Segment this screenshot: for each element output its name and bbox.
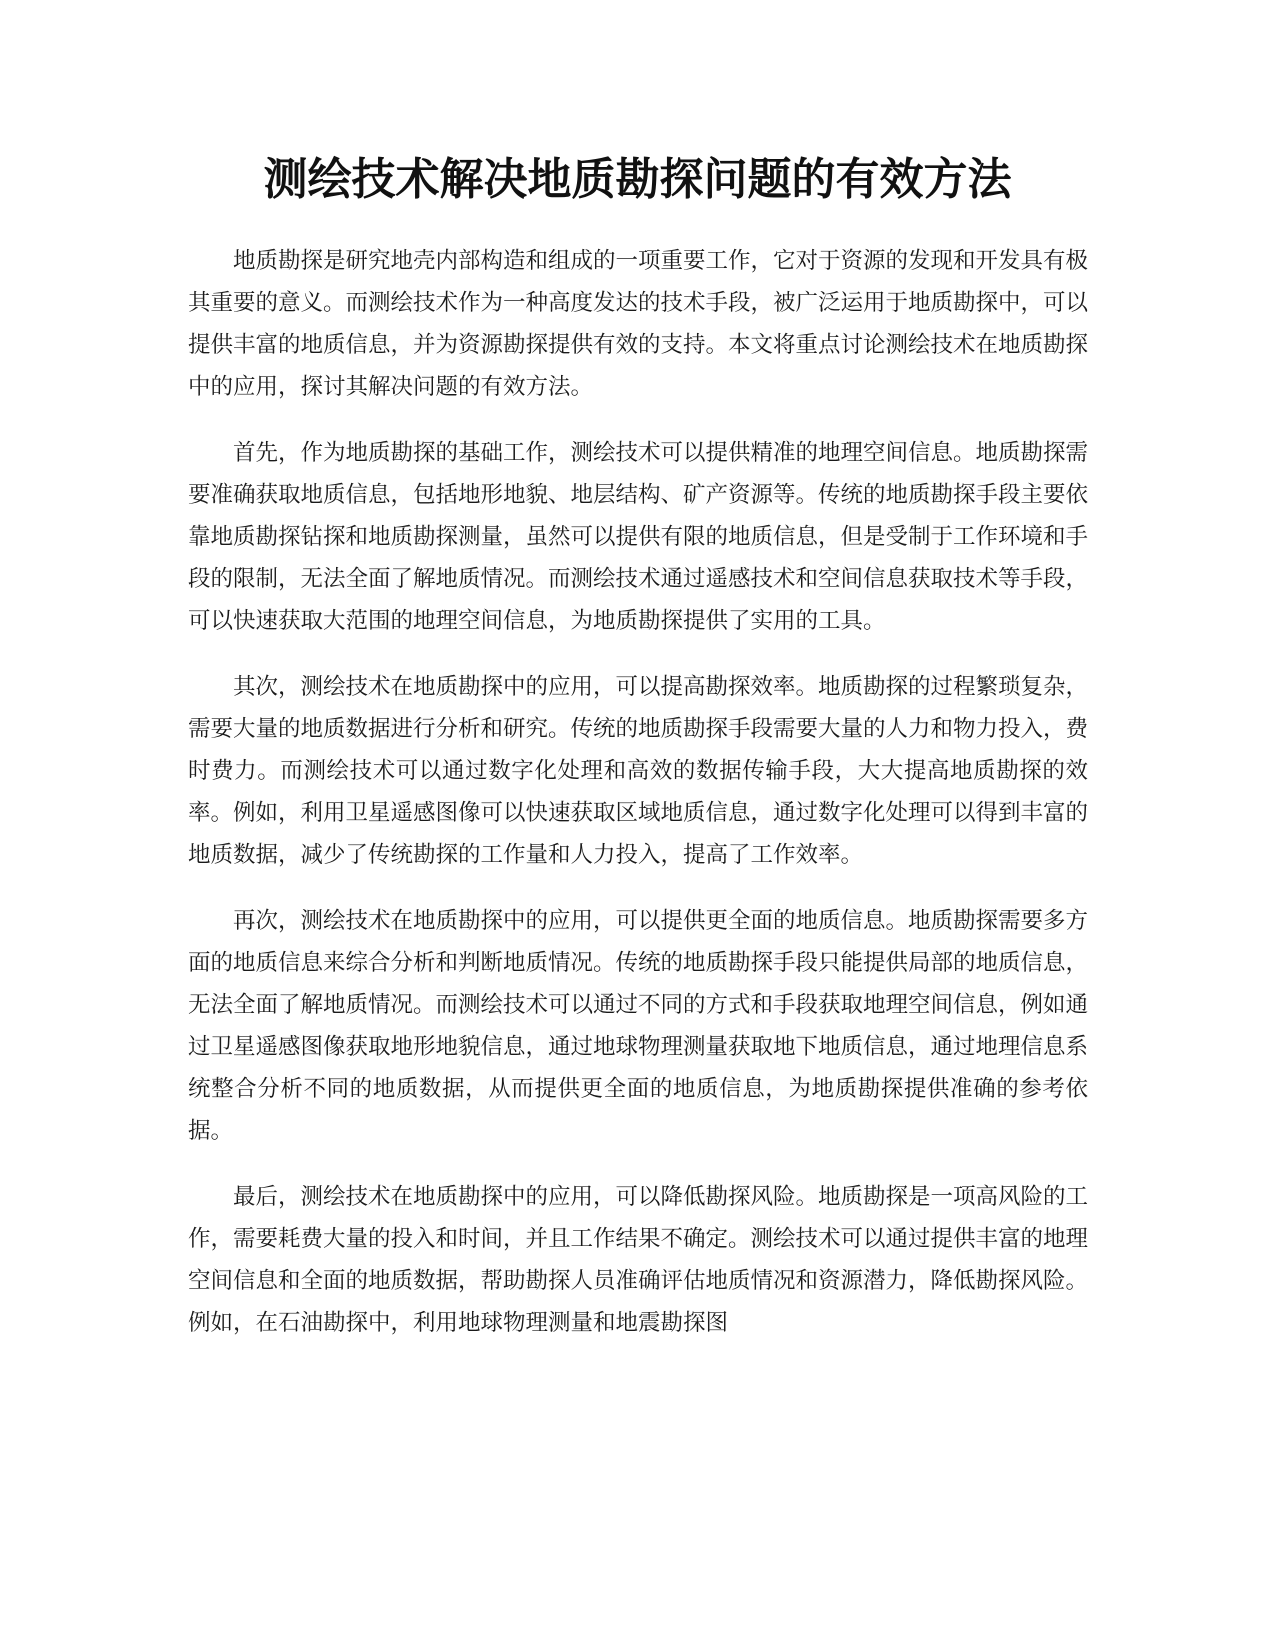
paragraph-5: 最后，测绘技术在地质勘探中的应用，可以降低勘探风险。地质勘探是一项高风险的工作，需要耗费大量的投入和时间，并且工作结果不确定。测绘技术可以通过提供丰富的地理空间信息和全面的地质数据，帮助勘探人员准确评估地质情况和资源潜力，降低勘探风险。例如，在石油勘探中，利用地球物理测量和地震勘探图 <box>188 1184 1089 1336</box>
document-body <box>188 240 1088 1368</box>
document-title: 测绘技术解决地质勘探问题的有效方法 <box>263 154 1012 205</box>
paragraph-4: 再次，测绘技术在地质勘探中的应用，可以提供更全面的地质信息。地质勘探需要多方面的地质信息来综合分析和判断地质情况。传统的地质勘探手段只能提供局部的地质信息，无法全面了解地质情况。而测绘技术可以通过不同的方式和手段获取地理空间信息，例如通过卫星遥感图像获取地形地貌信息，通过地球物理测量获取地下地质信息，通过地理信息系统整合分析不同的地质数据，从而提供更全面的地质信息，为地质勘探提供准确的参考依据。 <box>188 908 1089 1144</box>
paragraph-3: 其次，测绘技术在地质勘探中的应用，可以提高勘探效率。地质勘探的过程繁琐复杂，需要大量的地质数据进行分析和研究。传统的地质勘探手段需要大量的人力和物力投入，费时费力。而测绘技术可以通过数字化处理和高效的数据传输手段，大大提高地质勘探的效率。例如，利用卫星遥感图像可以快速获取区域地质信息，通过数字化处理可以得到丰富的地质数据，减少了传统勘探的工作量和人力投入，提高了工作效率。 <box>188 674 1089 868</box>
paragraph-1: 地质勘探是研究地壳内部构造和组成的一项重要工作，它对于资源的发现和开发具有极其重要的意义。而测绘技术作为一种高度发达的技术手段，被广泛运用于地质勘探中，可以提供丰富的地质信息，并为资源勘探提供有效的支持。本文将重点讨论测绘技术在地质勘探中的应用，探讨其解决问题的有效方法。 <box>188 248 1089 400</box>
paragraph-2: 首先，作为地质勘探的基础工作，测绘技术可以提供精准的地理空间信息。地质勘探需要准确获取地质信息，包括地形地貌、地层结构、矿产资源等。传统的地质勘探手段主要依靠地质勘探钻探和地质勘探测量，虽然可以提供有限的地质信息，但是受制于工作环境和手段的限制，无法全面了解地质情况。而测绘技术通过遥感技术和空间信息获取技术等手段，可以快速获取大范围的地理空间信息，为地质勘探提供了实用的工具。 <box>188 440 1089 634</box>
